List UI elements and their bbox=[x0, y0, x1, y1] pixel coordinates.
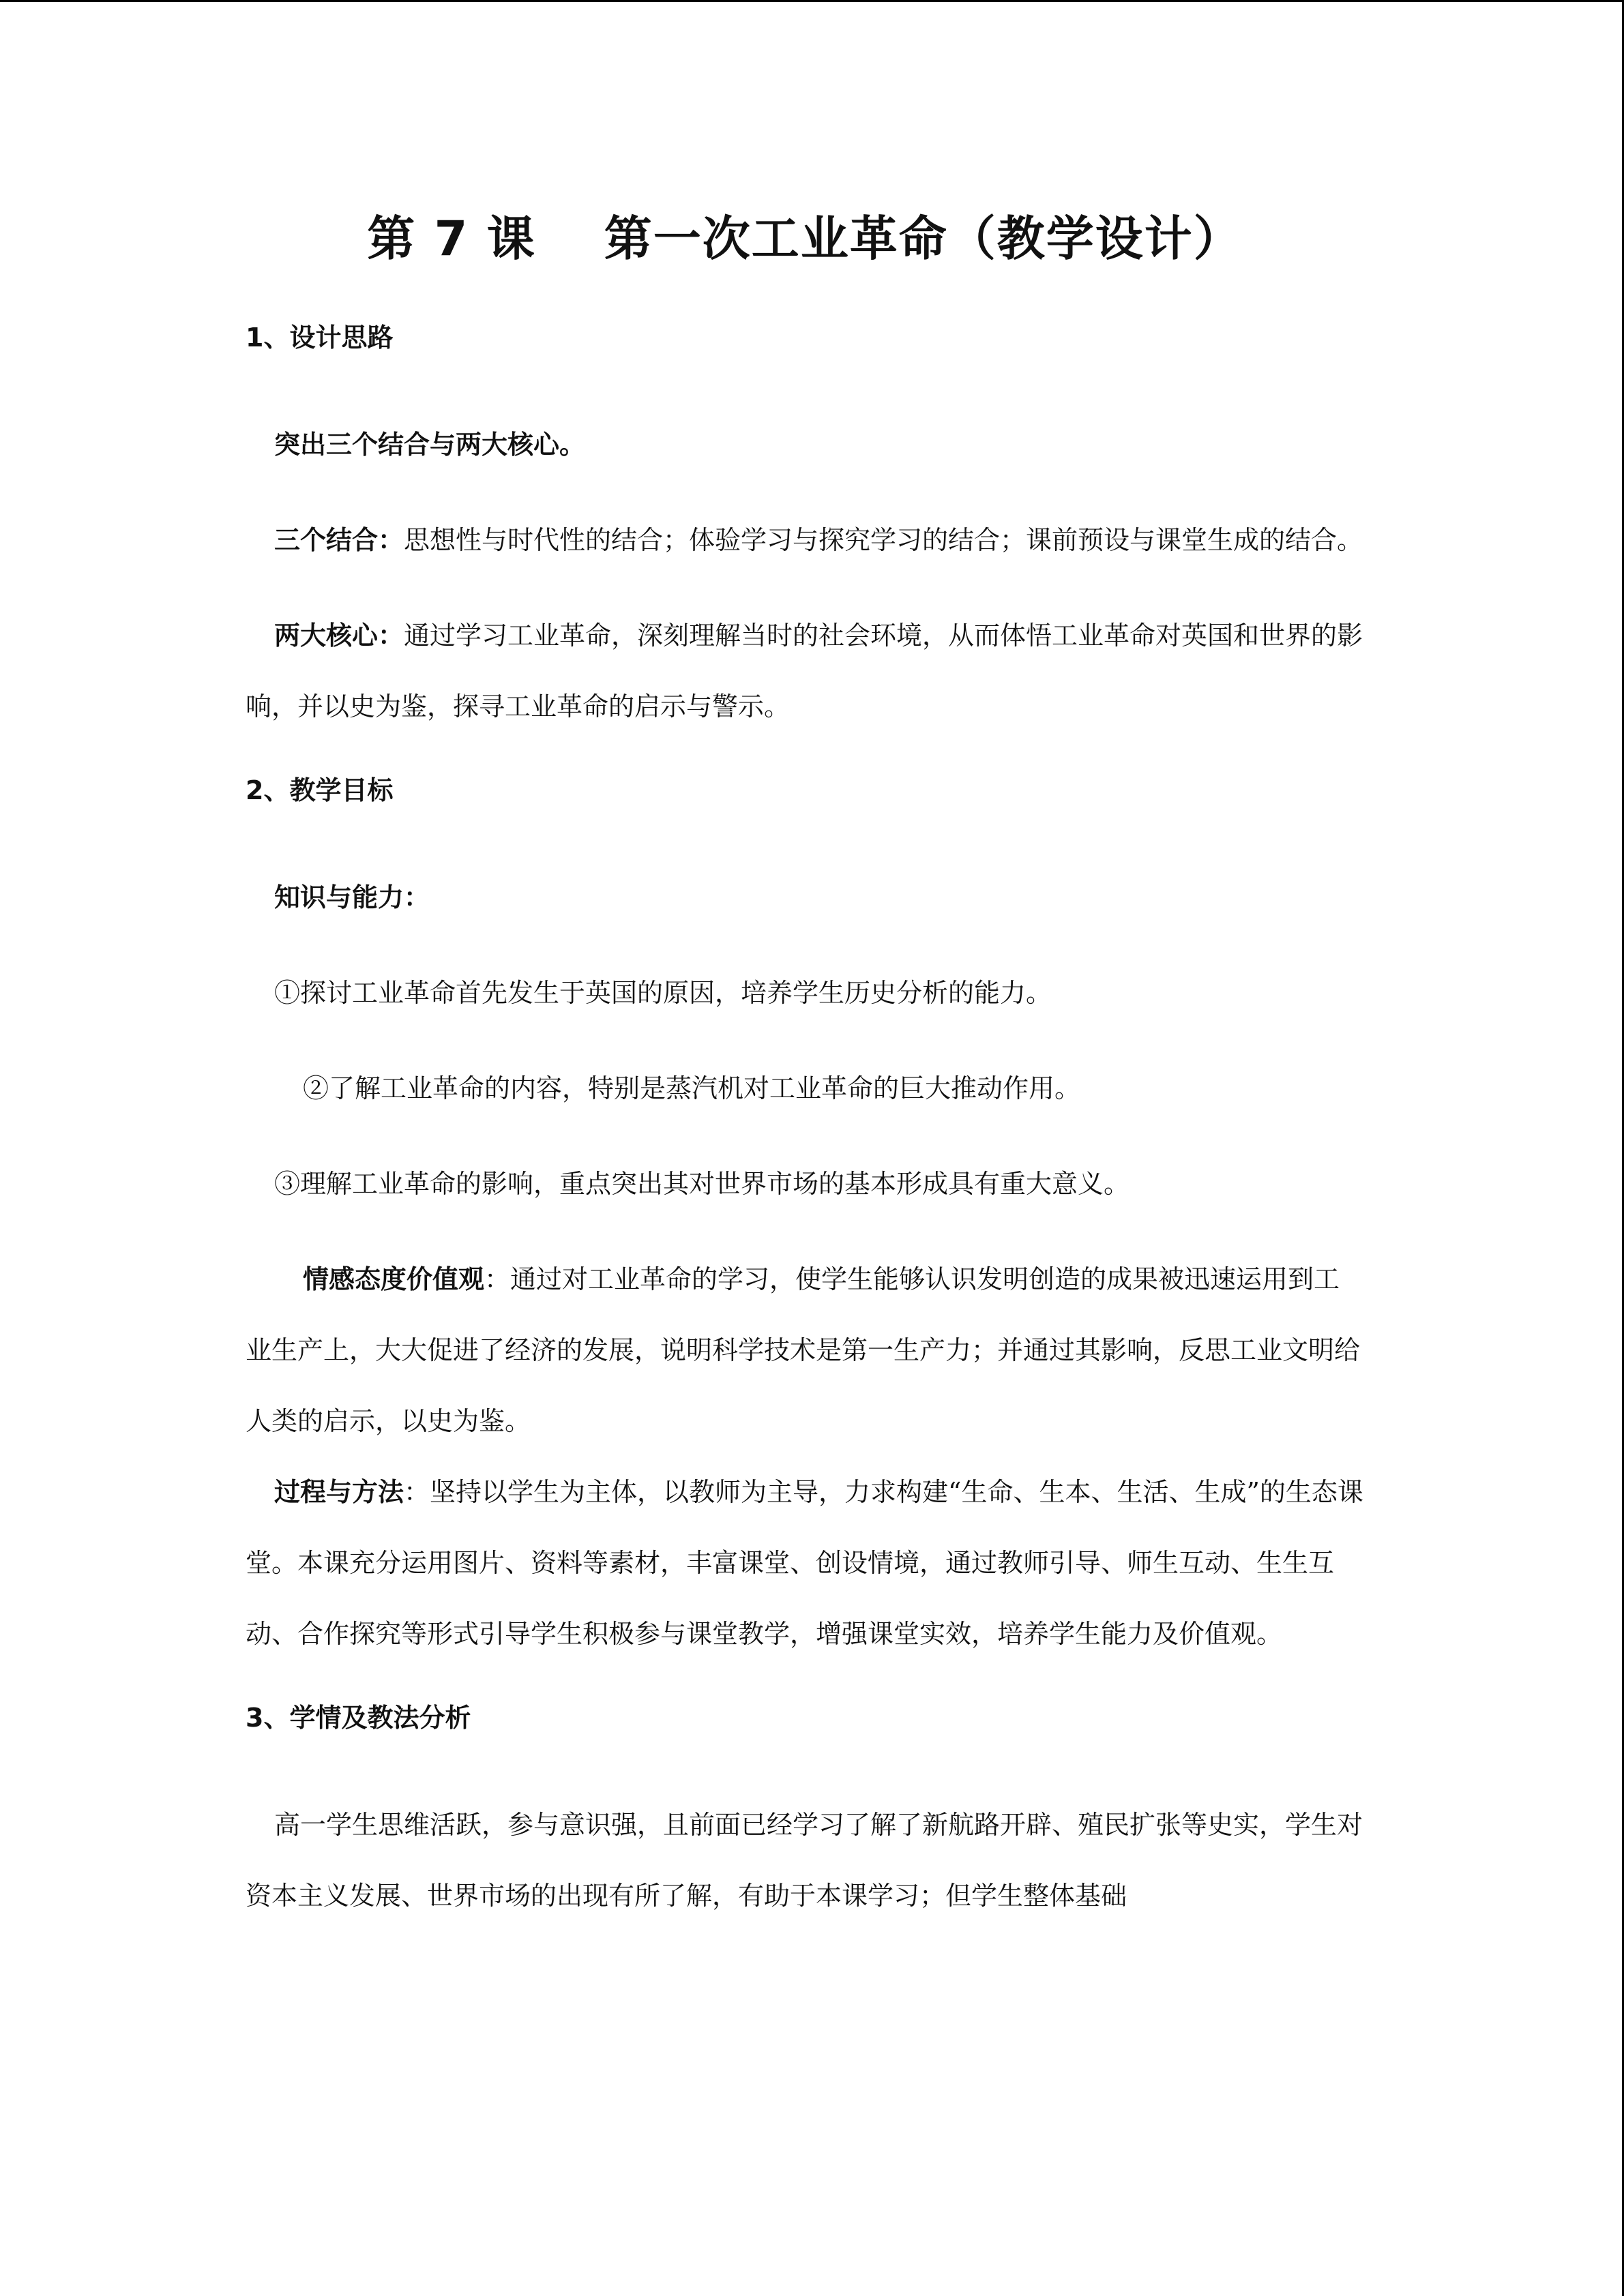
process-method-paragraph bbox=[246, 1457, 1364, 1669]
emotion-values-paragraph bbox=[246, 1244, 1364, 1457]
objective-item-3: ③理解工业革命的影响，重点突出其对世界市场的基本形成具有重大意义。 bbox=[274, 1169, 1130, 1199]
emotion-values-label: 情感态度价值观 bbox=[303, 1264, 485, 1294]
section-heading-analysis: 3、学情及教法分析 bbox=[246, 1703, 471, 1733]
three-combinations-text: 思想性与时代性的结合；体验学习与探究学习的结合；课前预设与课堂生成的结合。 bbox=[404, 525, 1363, 555]
three-combinations-label: 三个结合： bbox=[274, 525, 404, 555]
design-highlight: 突出三个结合与两大核心。 bbox=[274, 430, 586, 460]
three-combinations-paragraph bbox=[246, 505, 1364, 576]
section-heading-objectives: 2、教学目标 bbox=[246, 775, 394, 805]
analysis-paragraph: 高一学生思维活跃，参与意识强，且前面已经学习了解了新航路开辟、殖民扩张等史实，学生对资本主义发展、世界市场的出现有所了解，有助于本课学习；但学生整体基础 bbox=[246, 1810, 1363, 1911]
objective-item-1: ①探讨工业革命首先发生于英国的原因，培养学生历史分析的能力。 bbox=[274, 978, 1052, 1008]
two-cores-paragraph bbox=[246, 600, 1364, 742]
section-heading-design: 1、设计思路 bbox=[246, 323, 394, 353]
lesson-name: 第一次工业革命（教学设计） bbox=[604, 211, 1243, 267]
knowledge-ability-label: 知识与能力： bbox=[274, 882, 430, 912]
objective-item-2: ②了解工业革命的内容，特别是蒸汽机对工业革命的巨大推动作用。 bbox=[303, 1073, 1081, 1103]
process-method-text: ：坚持以学生为主体，以教师为主导，力求构建“生命、生本、生活、生成”的生态课堂。本课充分运用图片、资料等素材，丰富课堂、创设情境，通过教师引导、师生互动、生生互动、合作探究等形式引导学生积极参与课堂教学，增强课堂实效，培养学生能力及价值观。 bbox=[246, 1477, 1363, 1649]
lesson-number: 第 7 课 bbox=[367, 211, 536, 267]
two-cores-label: 两大核心： bbox=[274, 621, 404, 651]
process-method-label: 过程与方法 bbox=[274, 1477, 404, 1507]
emotion-values-text: ：通过对工业革命的学习，使学生能够认识发明创造的成果被迅速运用到工业生产上，大大促进了经济的发展，说明科学技术是第一生产力；并通过其影响，反思工业文明给人类的启示，以史为鉴。 bbox=[246, 1264, 1361, 1436]
document-page bbox=[246, 205, 1364, 1931]
document-title bbox=[246, 205, 1364, 273]
two-cores-text: 通过学习工业革命，深刻理解当时的社会环境，从而体悟工业革命对英国和世界的影响，并以史为鉴，探寻工业革命的启示与警示。 bbox=[246, 621, 1363, 721]
page-top-border bbox=[0, 0, 1624, 2]
